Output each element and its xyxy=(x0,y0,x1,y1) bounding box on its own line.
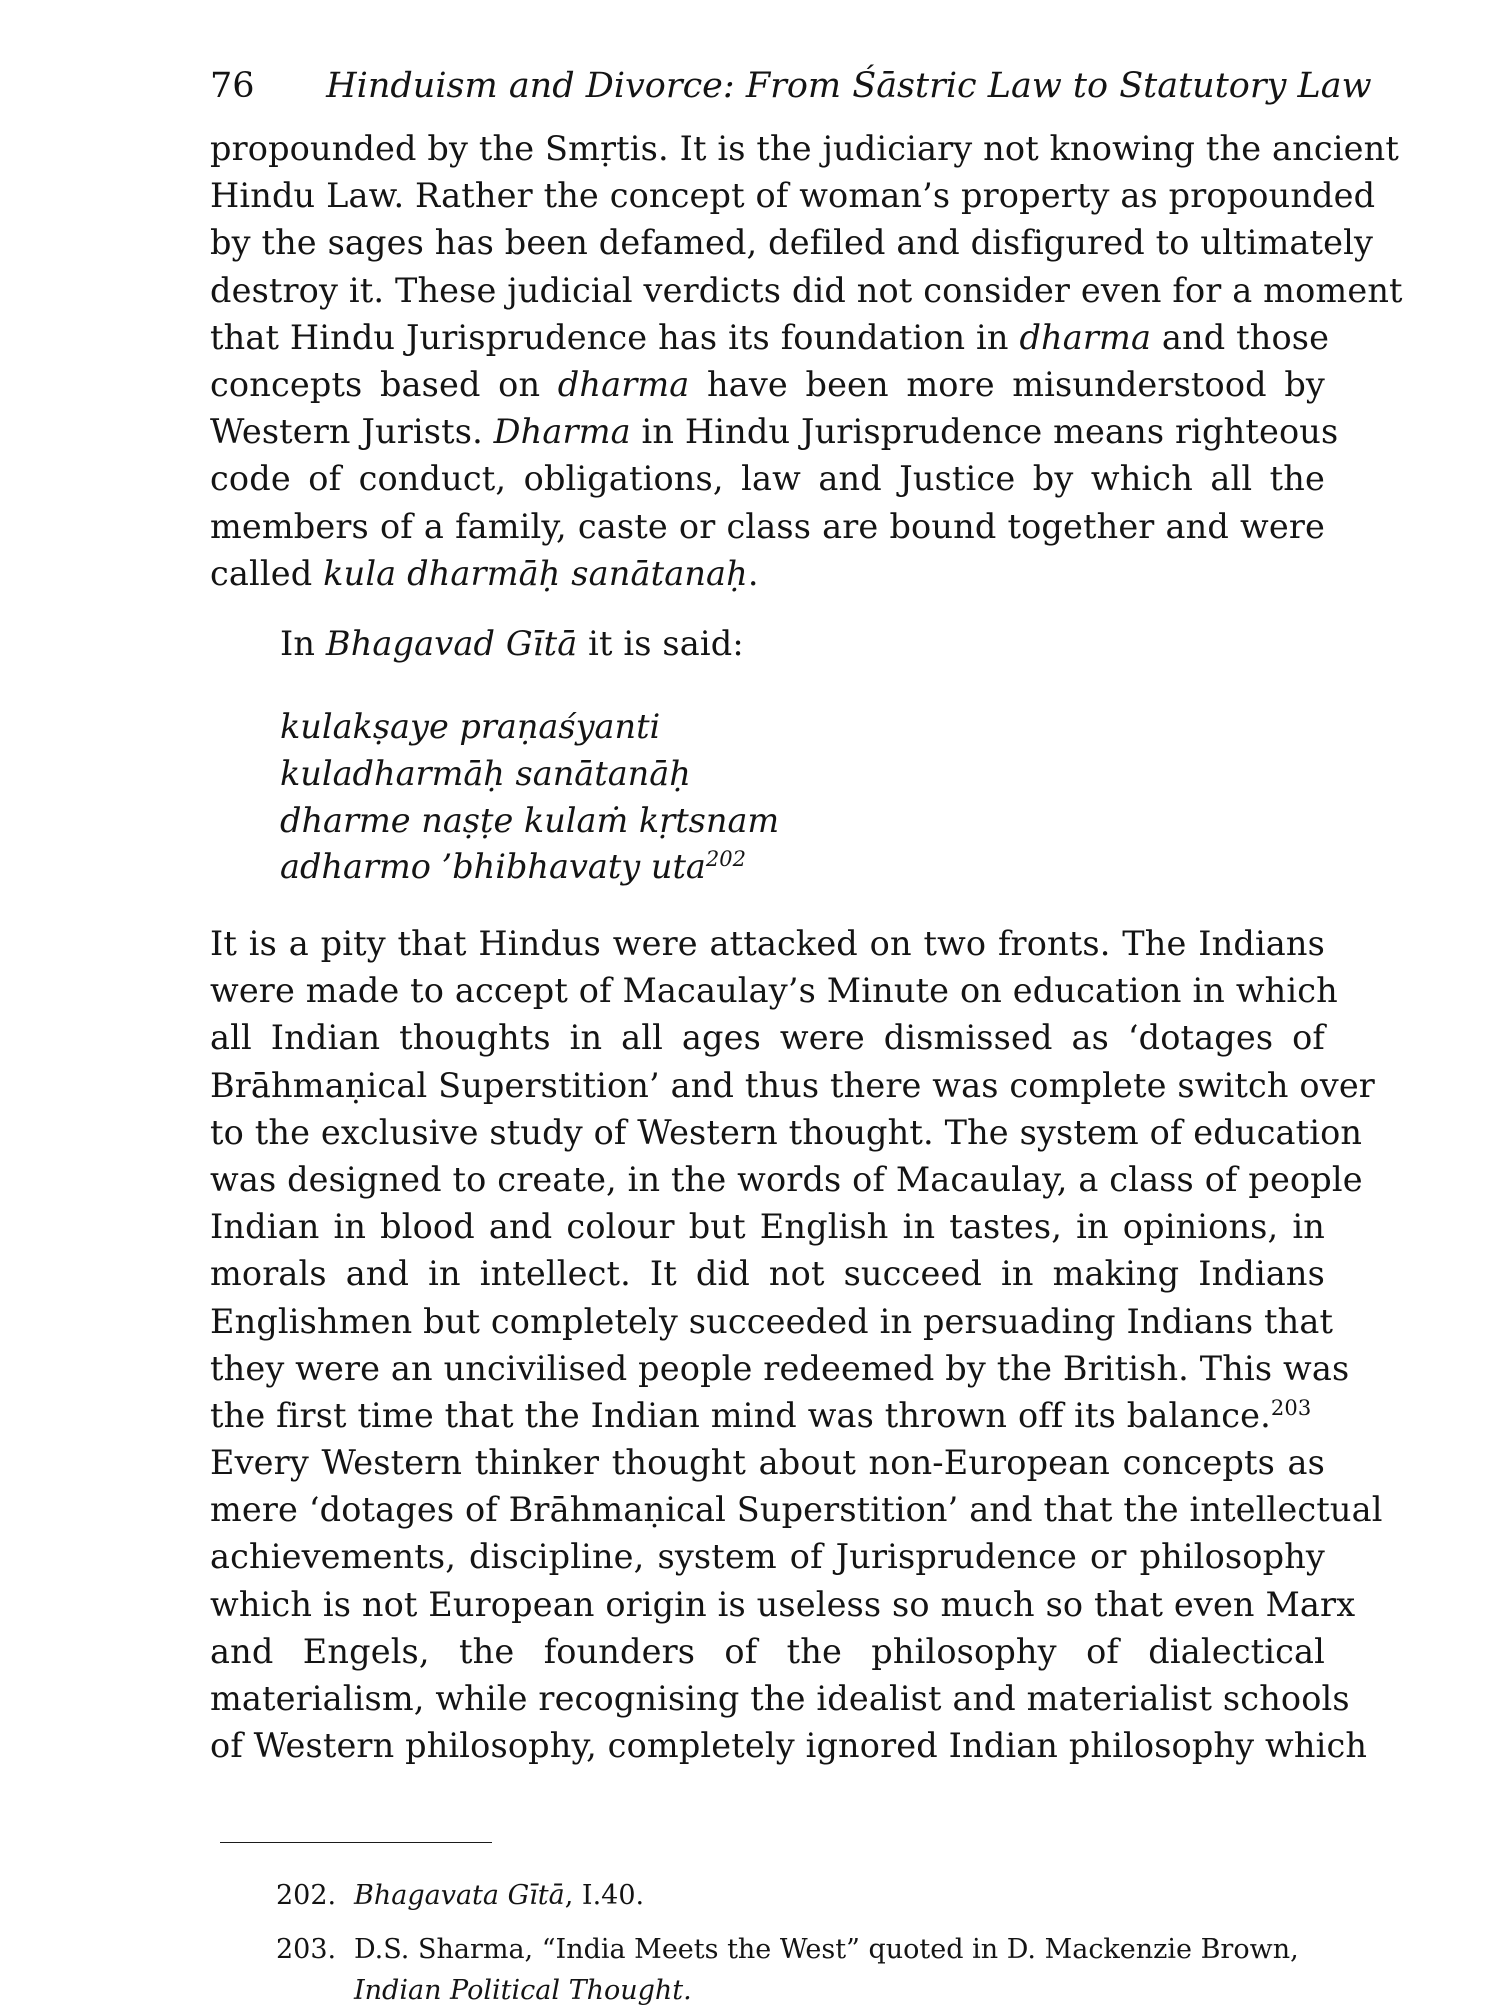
term-kula-dharmah: kula dharmāḥ sanātanaḥ xyxy=(323,553,748,593)
footnote-title: Indian Political Thought. xyxy=(354,1975,692,2006)
footnote-citation: , I.40. xyxy=(564,1880,645,1911)
page-number: 76 xyxy=(210,66,255,106)
text-line: morals and in intellect. It did not succeed in making Indians xyxy=(210,1254,1325,1294)
footnote-number: 202. xyxy=(276,1880,337,1911)
text-line: to the exclusive study of Western thought. The system of education xyxy=(210,1112,1363,1152)
text-line xyxy=(210,314,1330,361)
text-line xyxy=(210,1392,1325,1439)
text-segment: adharmo ’bhibhavaty uta xyxy=(280,847,706,887)
text-segment: . xyxy=(747,553,759,593)
term-dharma: dharma xyxy=(557,364,690,404)
text-line xyxy=(210,361,1325,408)
text-line xyxy=(210,620,1325,667)
text-line: code of conduct, obligations, law and Justice by which all the xyxy=(210,459,1325,499)
text-line: which is not European origin is useless so much so that even Marx xyxy=(210,1584,1356,1624)
footnote-reference: 202 xyxy=(705,847,746,872)
text-segment: concepts based on xyxy=(210,364,558,404)
footnotes xyxy=(276,1875,1328,2011)
text-line: was designed to create, in the words of Macaulay, a class of people xyxy=(210,1159,1363,1199)
text-line: It is a pity that Hindus were attacked on two fronts. The Indians xyxy=(210,924,1325,963)
footnote-number: 203. xyxy=(276,1934,337,1965)
verse-line xyxy=(280,844,779,891)
footnote-203 xyxy=(276,1929,1328,2011)
footnote-reference: 203 xyxy=(1270,1395,1312,1420)
text-line: destroy it. These judicial verdicts did not consider even for a moment xyxy=(210,270,1403,310)
text-segment: have been more misunderstood by xyxy=(689,364,1325,404)
term-dharma: dharma xyxy=(1019,317,1152,357)
text-line xyxy=(210,408,1339,455)
text-line: propounded by the Smṛtis. It is the judiciary not knowing the ancient xyxy=(210,129,1399,168)
text-segment: in Hindu Jurisprudence means righteous xyxy=(630,412,1339,452)
verse-line: dharme naṣṭe kulaṁ kṛtsnam xyxy=(280,800,780,840)
text-line: Englishmen but completely succeeded in persuading Indians that xyxy=(210,1301,1334,1341)
footnote-citation: D.S. Sharma, “India Meets the West” quoted in D. Mackenzie Brown, xyxy=(354,1934,1299,1965)
text-line: Indian in blood and colour but English in tastes, in opinions, in xyxy=(210,1207,1325,1247)
text-line: by the sages has been defamed, defiled and disfigured to ultimately xyxy=(210,223,1374,263)
footnote-text xyxy=(354,1929,1328,2011)
text-line: of Western philosophy, completely ignored Indian philosophy which xyxy=(210,1726,1368,1766)
text-line: materialism, while recognising the idealist and materialist schools xyxy=(210,1679,1350,1718)
text-line: members of a family, caste or class are bound together and were xyxy=(210,506,1325,546)
text-segment: called xyxy=(210,553,324,593)
sanskrit-verse xyxy=(280,704,779,891)
text-line: all Indian thoughts in all ages were dismissed as ‘dotages of xyxy=(210,1018,1325,1058)
footnote-title: Bhagavata Gītā xyxy=(354,1880,565,1911)
main-paragraph xyxy=(210,920,1383,1769)
text-line: were made to accept of Macaulay’s Minute on education in which xyxy=(210,971,1338,1011)
text-line: they were an uncivilised people redeemed by the British. This was xyxy=(210,1348,1350,1388)
text-line: Every Western thinker thought about non-European concepts as xyxy=(210,1443,1325,1483)
text-line: Hindu Law. Rather the concept of woman’s property as propounded xyxy=(210,176,1376,216)
text-line: and Engels, the founders of the philosophy of dialectical xyxy=(210,1631,1325,1671)
running-head xyxy=(210,58,1372,114)
text-segment: that Hindu Jurisprudence has its foundation in xyxy=(210,317,1020,357)
text-segment: Western Jurists. xyxy=(210,412,494,452)
text-line: achievements, discipline, system of Jurisprudence or philosophy xyxy=(210,1537,1325,1577)
text-line: Brāhmaṇical Superstition’ and thus there was complete switch over xyxy=(210,1065,1375,1105)
footnote-text xyxy=(354,1875,1328,1916)
term-dharma: Dharma xyxy=(493,412,631,452)
text-segment: and those xyxy=(1151,317,1330,357)
footnote-divider xyxy=(220,1842,492,1843)
title-bhagavad-gita: Bhagavad Gītā xyxy=(325,624,578,663)
text-line xyxy=(210,550,1325,597)
verse-introduction xyxy=(210,620,1325,667)
text-segment: In xyxy=(280,624,326,663)
verse-line: kuladharmāḥ sanātanāḥ xyxy=(280,753,691,793)
verse-line: kulakṣaye praṇaśyanti xyxy=(280,707,661,746)
text-segment: the first time that the Indian mind was thrown off its balance. xyxy=(210,1395,1271,1435)
paragraph-continuation xyxy=(210,125,1403,597)
text-segment: it is said: xyxy=(577,624,744,663)
running-title: Hinduism and Divorce: From Śāstric Law to Statutory Law xyxy=(326,66,1372,106)
footnote-202 xyxy=(276,1875,1328,1916)
text-line: mere ‘dotages of Brāhmaṇical Superstition’ and that the intellectual xyxy=(210,1490,1383,1530)
